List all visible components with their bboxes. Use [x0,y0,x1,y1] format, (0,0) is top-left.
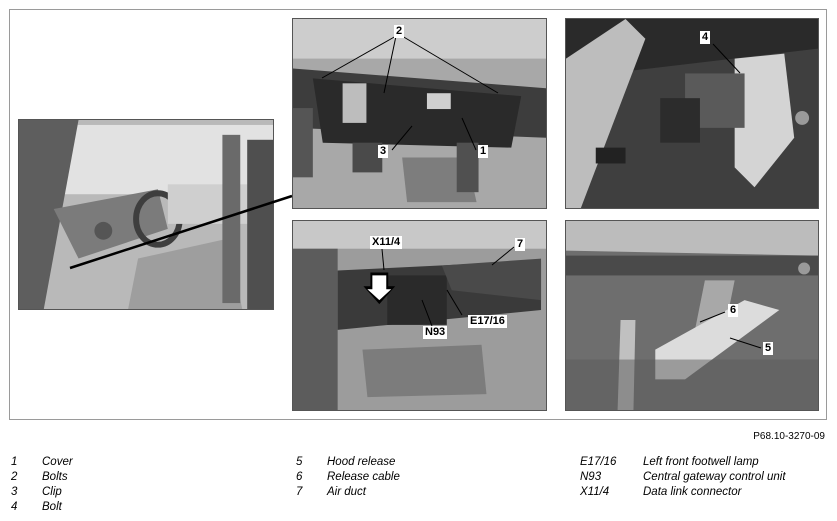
legend-item [580,470,786,485]
legend-item [11,485,73,500]
legend-code: 7 [296,486,303,498]
legend-text: Bolts [42,471,68,483]
legend-item [11,500,73,515]
legend-code: 3 [11,486,18,498]
callout-4: 4 [702,31,709,43]
legend-column-1 [11,455,73,515]
legend-item [296,470,400,485]
legend-text: Hood release [327,456,396,468]
photo-interior-overview [18,119,274,310]
callout-6: 6 [730,304,737,316]
legend-code: 2 [11,471,18,483]
photo-bolt-detail [565,18,819,209]
callout-x11-4: X11/4 [372,236,401,248]
callout-5: 5 [765,342,772,354]
legend-item [580,485,786,500]
photo-footwell-control-unit [292,220,547,411]
legend-text: Central gateway control unit [643,471,786,483]
callout-n93: N93 [425,326,446,338]
legend-text: Data link connector [643,486,742,498]
legend-item [11,470,73,485]
legend-item [580,455,786,470]
callout-e17-16: E17/16 [470,315,505,327]
photo-dash-cover [292,18,547,209]
legend-item [11,455,73,470]
legend-text: Release cable [327,471,400,483]
callout-1: 1 [480,145,487,157]
legend-code: 4 [11,501,18,513]
legend-column-2 [296,455,400,500]
legend-text: Left front footwell lamp [643,456,759,468]
legend-code: 6 [296,471,303,483]
legend-text: Bolt [42,501,62,513]
legend-item [296,455,400,470]
callout-7: 7 [517,238,524,250]
legend-code: 5 [296,456,303,468]
callout-2: 2 [396,25,403,37]
legend-code: 1 [11,456,18,468]
figure-reference: P68.10-3270-09 [753,431,825,442]
legend-text: Cover [42,456,73,468]
photo-hood-release [565,220,819,411]
legend-column-3 [580,455,786,500]
legend-text: Clip [42,486,62,498]
legend-code: X11/4 [580,486,610,498]
legend-code: E17/16 [580,456,617,468]
legend-item [296,485,400,500]
legend-text: Air duct [327,486,366,498]
callout-3: 3 [380,145,387,157]
legend-code: N93 [580,471,602,483]
